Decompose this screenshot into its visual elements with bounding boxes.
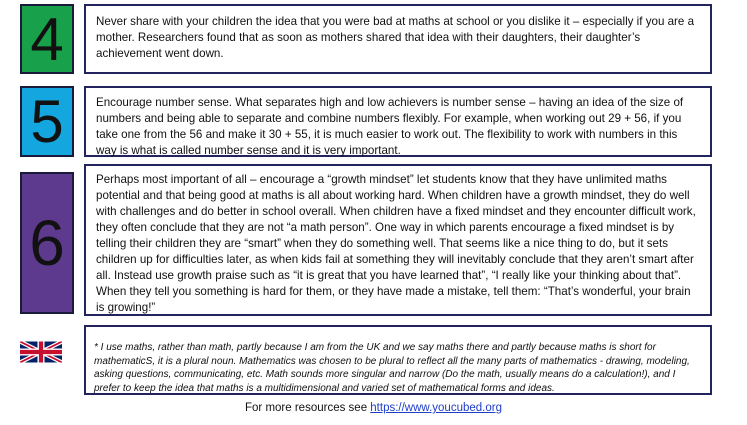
tip-5-number: 5 (30, 88, 64, 155)
tip-4-box (84, 4, 712, 74)
tip-6-text: Perhaps most important of all – encourage a “growth mindset” let students know that they have unlimited maths potential and that being good at maths is all about working hard. When children have a growth mindset, they do well with challenges and do better in school overall. When children have a fixed mindset and they encounter difficult work, they often conclude that they are not “a math person”. One way in which parents encourage a fixed mindset is by telling their children they are “smart” when they do something well. That seems like a nice thing to do, but it sets children up for difficulties later, as when kids fail at something they will inevitably conclude that they aren’t smart after all. Instead use growth praise such as “it is great that you have learned that”, “I really like your thinking about that”. When they tell you something is hard for them, or they have made a mistake, tell them: “That’s wonderful, your brain is growing!” (96, 173, 696, 314)
footer (0, 402, 747, 414)
tip-5-number-block (20, 86, 74, 157)
tip-6-number-block (20, 172, 74, 314)
maths-footnote-box (84, 325, 712, 395)
tip-6-box (84, 164, 712, 316)
tip-5-box (84, 86, 712, 157)
uk-flag-icon (20, 340, 62, 364)
tip-4-text: Never share with your children the idea that you were bad at maths at school or you dislike it – especially if you are a mother. Researchers found that as soon as mothers shared that idea with their daughters, their daughter’s achievement went down. (96, 15, 695, 60)
tip-4-number-block (20, 4, 74, 74)
maths-footnote-text: * I use maths, rather than math, partly because I am from the UK and we say maths there and partly because maths is short for mathematicS, it is a plural noun. Mathematics was chosen to be plural to reflect all the many parts of mathematics - drawing, modeling, asking questions, communicating, etc. Math sounds more singular and narrow (Do the math, usually means do a calculation!), and I prefer to keep the idea that maths is a multidimensional and varied set of mathematical forms and ideas. (94, 342, 690, 394)
footer-prefix: For more resources see (245, 402, 371, 414)
tip-4-number: 4 (30, 5, 64, 73)
tip-5-text: Encourage number sense. What separates high and low achievers is number sense – having an idea of the size of numbers and being able to separate and combine numbers flexibly. For example, when working out 29 + 56, if you take one from the 56 and make it 30 + 55, it is much easier to work out. The flexibility to work with numbers in this way is what is called number sense and it is very important. (96, 96, 684, 157)
youcubed-link[interactable]: https://www.youcubed.org (370, 402, 502, 414)
tip-6-number: 6 (29, 207, 65, 279)
